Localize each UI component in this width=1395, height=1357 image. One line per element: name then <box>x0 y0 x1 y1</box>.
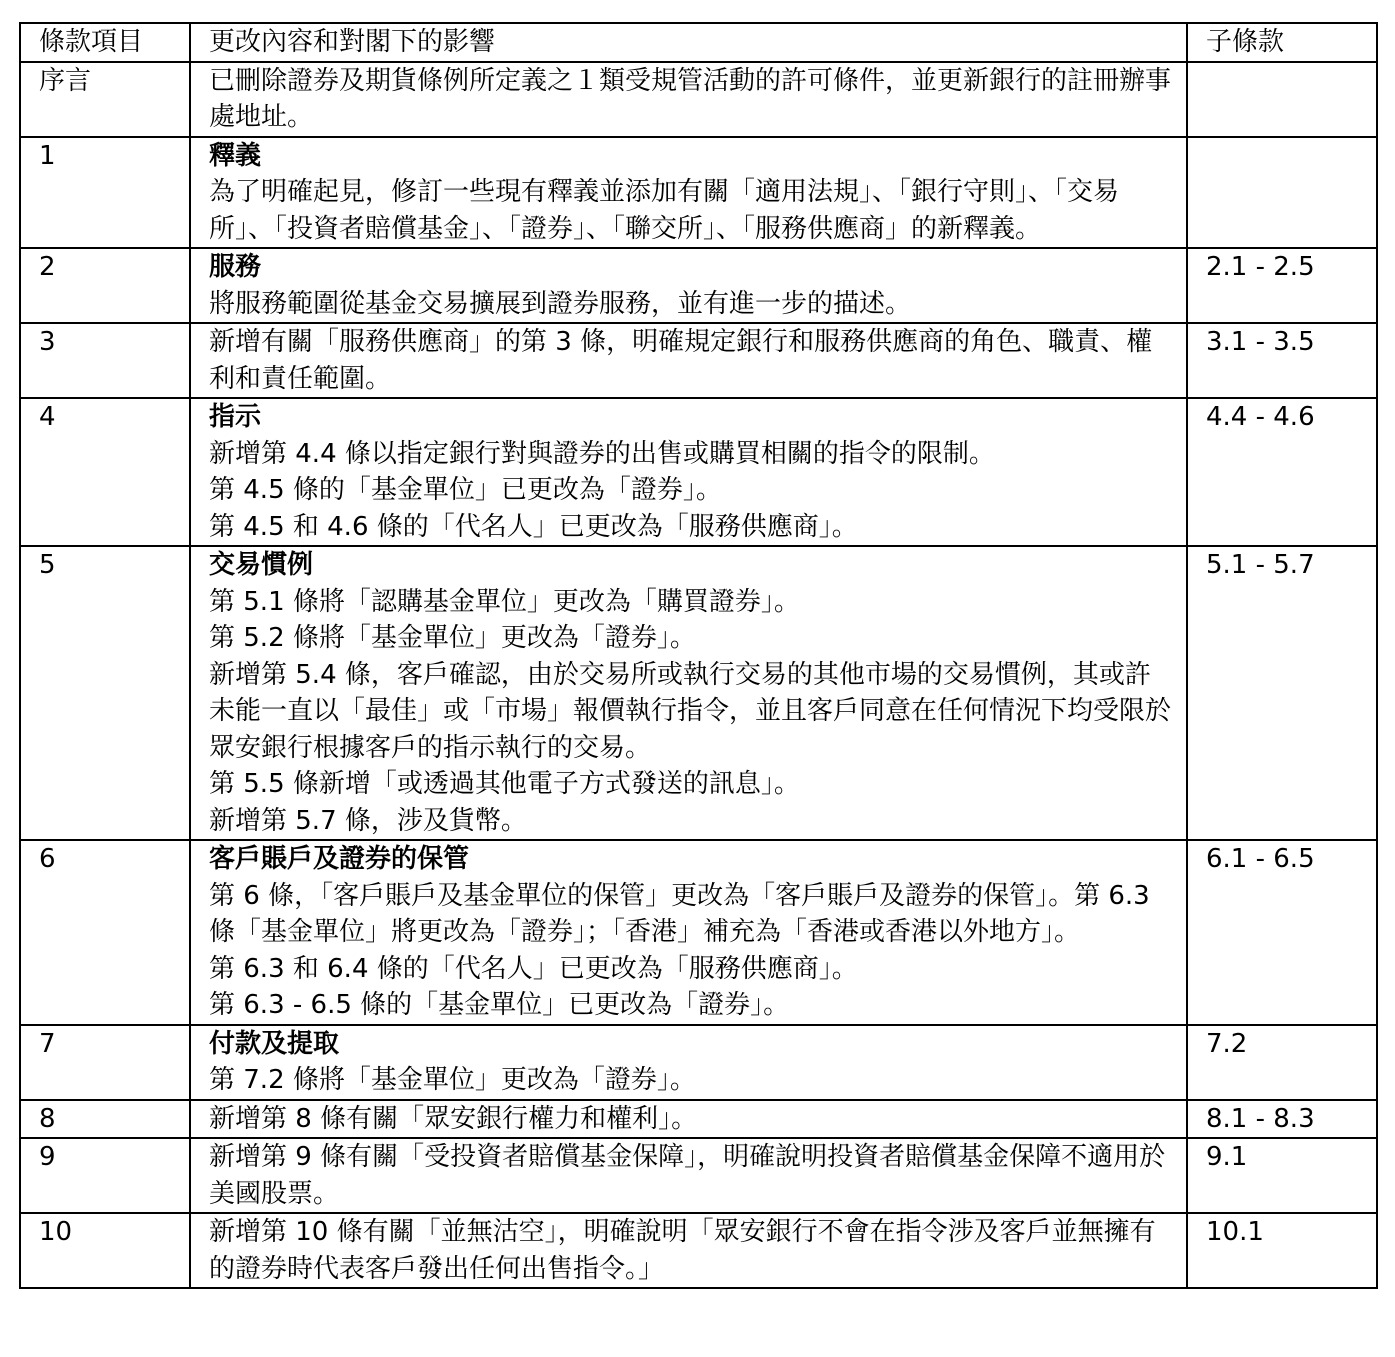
sub-clause-cell: 9.1 <box>1187 1138 1377 1213</box>
amendments-table <box>19 22 1378 1289</box>
change-description: 第 4.5 和 4.6 條的「代名人」已更改為「服務供應商」。 <box>209 511 858 542</box>
clause-item-cell: 序言 <box>20 62 190 137</box>
table-row <box>20 1025 1377 1100</box>
change-description: 第 6 條，「客戶賬戶及基金單位的保管」更改為「客戶賬戶及證券的保管」。第 6.3 條「基金單位」將更改為「證券」；「香港」補充為「香港或香港以外地方」。 <box>209 880 1150 947</box>
change-description: 第 7.2 條將「基金單位」更改為「證券」。 <box>209 1065 696 1095</box>
clause-item-cell: 1 <box>20 137 190 249</box>
table-row <box>20 323 1377 398</box>
changes-cell <box>190 1025 1187 1100</box>
clause-item-cell: 6 <box>20 840 190 1025</box>
clause-item-cell: 10 <box>20 1213 190 1288</box>
changes-cell <box>190 323 1187 398</box>
change-description: 第 6.3 - 6.5 條的「基金單位」已更改為「證券」。 <box>209 990 790 1020</box>
changes-cell <box>190 62 1187 137</box>
table-row <box>20 546 1377 840</box>
header-item: 條款項目 <box>20 23 190 62</box>
header-changes: 更改內容和對閣下的影響 <box>190 23 1187 62</box>
change-description: 第 5.2 條將「基金單位」更改為「證券」。 <box>209 623 696 653</box>
changes-cell <box>190 398 1187 546</box>
clause-heading: 服務 <box>209 252 262 282</box>
sub-clause-cell: 3.1 - 3.5 <box>1187 323 1377 398</box>
changes-cell <box>190 1213 1187 1288</box>
changes-cell <box>190 248 1187 323</box>
table-row <box>20 62 1377 137</box>
table-row <box>20 248 1377 323</box>
clause-heading: 客戶賬戶及證券的保管 <box>209 844 470 874</box>
change-description: 新增第 9 條有關「受投資者賠償基金保障」，明確說明投資者賠償基金保障不適用於美國股票。 <box>209 1142 1166 1209</box>
change-description: 第 5.1 條將「認購基金單位」更改為「購買證券」。 <box>209 586 800 617</box>
change-description: 為了明確起見，修訂一些現有釋義並添加有關「適用法規」、「銀行守則」、「交易所」、「投資者賠償基金」、「證券」、「聯交所」、「服務供應商」的新釋義。 <box>209 177 1120 244</box>
table-row <box>20 1138 1377 1213</box>
change-description: 第 4.5 條的「基金單位」已更改為「證券」。 <box>209 475 722 505</box>
sub-clause-cell: 6.1 - 6.5 <box>1187 840 1377 1025</box>
clause-item-cell: 9 <box>20 1138 190 1213</box>
clause-item-cell: 5 <box>20 546 190 840</box>
sub-clause-cell: 8.1 - 8.3 <box>1187 1100 1377 1139</box>
clause-item-cell: 2 <box>20 248 190 323</box>
clause-heading: 指示 <box>209 402 262 432</box>
changes-cell <box>190 1100 1187 1139</box>
table-row <box>20 1213 1377 1288</box>
table-row <box>20 398 1377 546</box>
clause-heading: 交易慣例 <box>209 550 314 580</box>
change-description: 新增第 10 條有關「並無沽空」，明確說明「眾安銀行不會在指令涉及客戶並無擁有的證券時代表客戶發出任何出售指令。」 <box>209 1217 1156 1284</box>
clause-item-cell: 7 <box>20 1025 190 1100</box>
clause-item-cell: 8 <box>20 1100 190 1139</box>
change-description: 第 5.5 條新增「或透過其他電子方式發送的訊息」。 <box>209 769 800 799</box>
changes-cell <box>190 546 1187 840</box>
changes-cell <box>190 1138 1187 1213</box>
change-description: 將服務範圍從基金交易擴展到證券服務，並有進一步的描述。 <box>209 288 912 319</box>
sub-clause-cell: 2.1 - 2.5 <box>1187 248 1377 323</box>
change-description: 已刪除證券及期貨條例所定義之１類受規管活動的許可條件，並更新銀行的註冊辦事處地址。 <box>209 65 1172 132</box>
sub-clause-cell: 10.1 <box>1187 1213 1377 1288</box>
sub-clause-cell: 5.1 - 5.7 <box>1187 546 1377 840</box>
changes-cell <box>190 137 1187 249</box>
clause-item-cell: 3 <box>20 323 190 398</box>
table-header-row <box>20 23 1377 62</box>
change-description: 新增有關「服務供應商」的第 3 條，明確規定銀行和服務供應商的角色、職責、權利和責任範圍。 <box>209 327 1153 394</box>
table-row <box>20 840 1377 1025</box>
header-sub-clause: 子條款 <box>1187 23 1377 62</box>
sub-clause-cell: 7.2 <box>1187 1025 1377 1100</box>
document-page <box>19 22 1378 1289</box>
sub-clause-cell <box>1187 62 1377 137</box>
change-description: 第 6.3 和 6.4 條的「代名人」已更改為「服務供應商」。 <box>209 953 858 984</box>
sub-clause-cell <box>1187 137 1377 249</box>
change-description: 新增第 5.7 條，涉及貨幣。 <box>209 805 527 836</box>
table-row <box>20 1100 1377 1139</box>
sub-clause-cell: 4.4 - 4.6 <box>1187 398 1377 546</box>
change-description: 新增第 8 條有關「眾安銀行權力和權利」。 <box>209 1103 698 1134</box>
clause-heading: 釋義 <box>209 140 262 171</box>
table-row <box>20 137 1377 249</box>
changes-cell <box>190 840 1187 1025</box>
change-description: 新增第 4.4 條以指定銀行對與證券的出售或購買相關的指令的限制。 <box>209 438 995 469</box>
clause-item-cell: 4 <box>20 398 190 546</box>
clause-heading: 付款及提取 <box>209 1028 340 1059</box>
change-description: 新增第 5.4 條，客戶確認，由於交易所或執行交易的其他市場的交易慣例，其或許未能一直以「最佳」或「市場」報價執行指令，並且客戶同意在任何情況下均受限於眾安銀行根據客戶的指示執行的交易。 <box>209 659 1172 763</box>
